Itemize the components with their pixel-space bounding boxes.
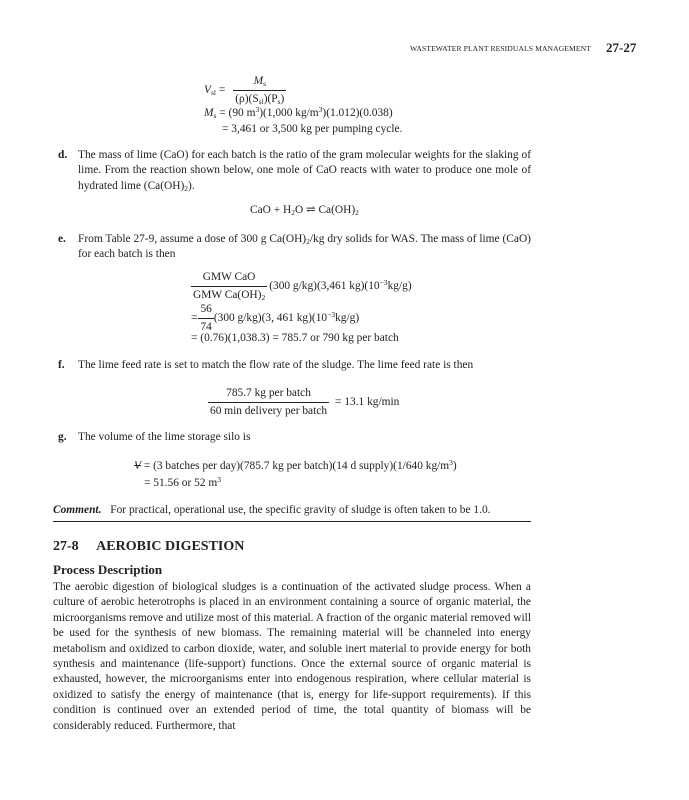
feed-rate-fraction: $\frac{\text{785.7 kg per batch}}{\text{60 min delivery per batch}}$ <box>208 386 329 420</box>
equation-lime-mass-line3: = (0.76)(1,038.3) = 785.7 or 790 kg per batch <box>191 332 399 344</box>
equation-vsl-fraction: $\frac{M_s}{(\rho)(S_{sl})(P_s)}$ <box>235 75 285 107</box>
list-item-label: e. <box>58 233 66 245</box>
page-number: 27-27 <box>606 40 637 55</box>
section-number: 27-8 <box>53 539 79 554</box>
equation-lime-mass-line2: = $\frac{56}{74}$ (300 g/kg)(3, 461 $kg)(10^{-3}kg/g)$ <box>191 302 359 336</box>
equation-silo-volume-line1: V = (3 batches per day)(785.7 kg per batch)(14 d supply)(1/640 $kg/m^3$) <box>134 458 457 472</box>
reaction-equation: CaO + $H_2O$ ⇌ $Ca(OH)_2$ <box>250 204 359 217</box>
list-item-d-text: The mass of lime (CaO) for each batch is the ratio of the gram molecular weights for the slaking of lime. From the reaction shown below, one mole of CaO reacts with water to produce one mole of hydrated lime $(Ca(OH)_2)$. <box>78 149 531 193</box>
section-title: AEROBIC DIGESTION <box>96 539 245 554</box>
equation-feed-rate: $\frac{\text{785.7 kg per batch}}{\text{60 min delivery per batch}}$ = 13.1 kg/min <box>208 386 399 420</box>
molecular-weight-fraction: $\frac{56}{74}$ <box>198 302 213 336</box>
comment <box>53 503 490 518</box>
equation-vsl-lhs: $V_{sl}$ = <box>204 84 226 98</box>
equation-silo-volume-line2: = 51.56 or 52 $m^3$ <box>144 475 221 489</box>
equation-ms-line2: = 3,461 or 3,500 kg per pumping cycle. <box>222 123 403 135</box>
body-paragraph: The aerobic digestion of biological sludges is a continuation of the activated sludge process. When a culture of aerobic heterotrophs is placed in an environment containing a source of organic material, the microorganisms remove and utilize most of this material. A fraction of the organic material removed will be used for the synthesis of new biomass. The remaining material will be channeled into energy metabolism and oxidized to carbon dioxide, water, and soluble inert material to provide energy for both synthesis and maintenance (life-support) functions. Once the external source of organic material is exhausted, however, the microorganisms enter into endogenous respiration, where cellular material is oxidized to satisfy the energy of maintenance (that is, energy for life-support requirements). If this condition is continued over an extended period of time, the total quantity of biomass will be considerably reduced. Furthermore, that <box>53 581 531 732</box>
equation-ms-line1: $M_s = (90$ $m^3)(1,000$ $kg/m^3)(1.012)(0.038)$ <box>204 105 393 120</box>
subheading: Process Description <box>53 562 163 577</box>
gmw-fraction: $\frac{\text{GMW CaO}}{GMW Ca(OH)_2}$ <box>193 271 266 303</box>
list-item-f-text: The lime feed rate is set to match the flow rate of the sludge. The lime feed rate is then <box>78 359 474 371</box>
equation-lime-mass-line1: $\frac{\text{GMW CaO}}{GMW Ca(OH)_2}$ (300 g/kg)(3,461 $kg)(10^{-3}kg/g)$ <box>193 271 412 303</box>
comment-label: Comment. <box>53 504 102 516</box>
running-header-title: WASTEWATER PLANT RESIDUALS MANAGEMENT <box>410 44 591 53</box>
comment-divider <box>53 521 531 522</box>
list-item-label: f. <box>58 359 65 371</box>
section-heading <box>53 539 244 555</box>
list-item-g <box>58 430 531 445</box>
list-item-label: d. <box>58 149 68 161</box>
list-item-d <box>58 148 531 194</box>
equation-vsl <box>204 74 286 108</box>
list-item-label: g. <box>58 431 67 443</box>
list-item-g-text: The volume of the lime storage silo is <box>78 431 251 443</box>
list-item-f <box>58 358 531 373</box>
comment-text: For practical, operational use, the specific gravity of sludge is often taken to be 1.0. <box>110 504 491 516</box>
list-item-e <box>58 232 531 263</box>
list-item-e-text: From Table 27-9, assume a dose of 300 g $Ca(OH)_2/kg$ dry solids for WAS. The mass of lime (CaO) for each batch is then <box>78 233 531 261</box>
